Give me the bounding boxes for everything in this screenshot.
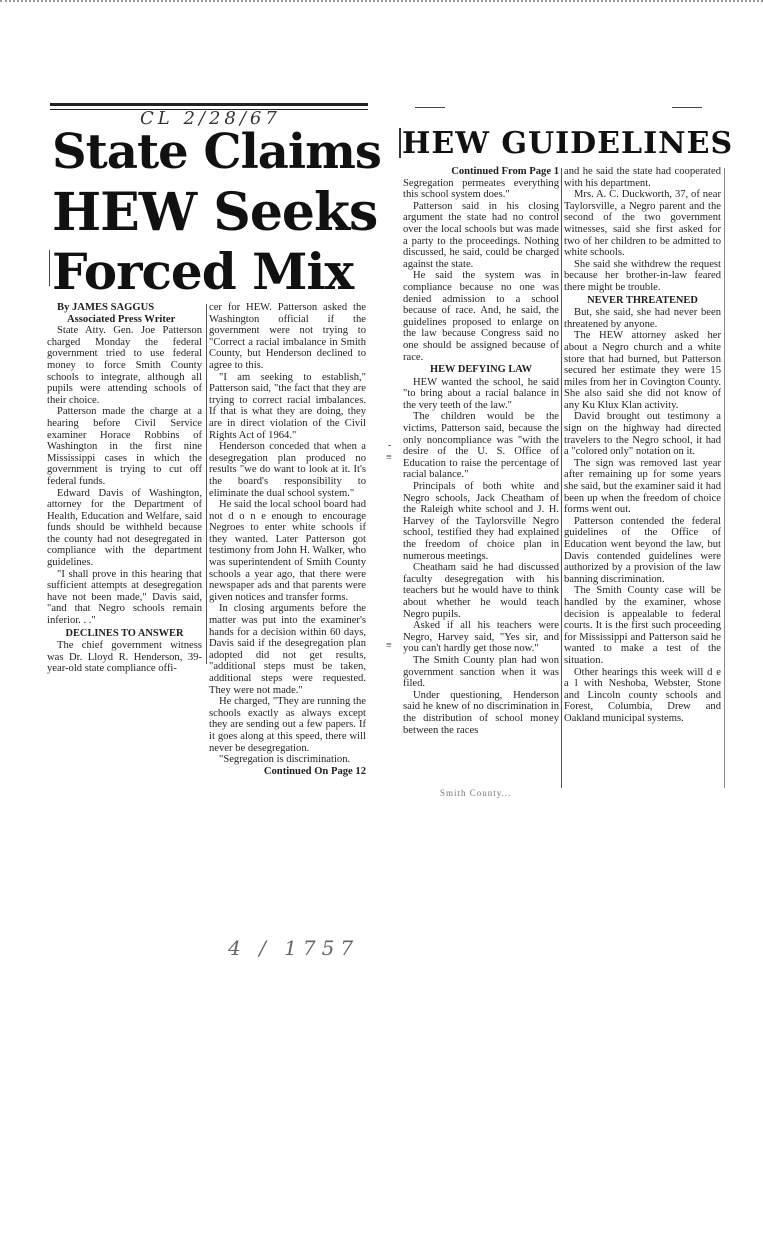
masthead-rule-top <box>50 103 368 106</box>
paragraph: The HEW attorney asked her about a Negro church and a white store that had burned, but Patterson secured her estimate they were 15 miles from her in Covington County. She also said she did not know of any Ku Klux Klan activity. <box>564 330 721 411</box>
paragraph: and he said the state had cooperated with his department. <box>564 166 721 189</box>
paragraph: Under questioning, Henderson said he knew of no discrimination in the distribution of school money between the races <box>403 689 559 736</box>
article-column-1 <box>47 302 202 675</box>
column-divider <box>206 304 207 664</box>
paragraph: Asked if all his teachers were Negro, Harvey said, "Yes sir, and you can't hardly get those now." <box>403 620 559 655</box>
paragraph: Patterson said in his closing argument the state had no control over the local schools but was made a party to the proceedings. Nothing discussed, he said, could be charged against the state. <box>403 200 559 270</box>
article-column-4 <box>564 166 721 725</box>
paragraph: He said the local school board had not d o n e enough to encourage Negroes to enter white schools if they wanted. Later Patterson got testimony from John H. Walker, who was superintendent of Smith County schools a year ago, that there were newspaper ads and that parents were given notices and transfer forms. <box>209 499 366 603</box>
paragraph: Segregation permeates everything this school system does." <box>403 177 559 201</box>
hew-guidelines-headline: HEW GUIDELINES <box>402 126 734 161</box>
paragraph: The Smith County plan had won government sanction when it was filed. <box>403 654 559 690</box>
paragraph: "I shall prove in this hearing that sufficient attempts at desegregation have not been made," Davis said, "and that Negro schools remain inferior. . ." <box>47 568 202 627</box>
paragraph: Other hearings this week will d e a l with Neshoba, Webster, Stone and Lincoln county schools and Forest, Columbia, Drew and Oakland municipal systems. <box>564 666 721 724</box>
paragraph: He said the system was in compliance because no one was denied admission to a school because of race. And, he said, the guidelines proposed to enlarge on the law because Congress said no one should be assigned because of race. <box>403 270 559 363</box>
paragraph: Edward Davis of Washington, attorney for the Department of Health, Education and Welfare, said funds should be withheld because the county had not desegregated in compliance with the department guidelines. <box>47 487 202 569</box>
paragraph: Patterson made the charge at a hearing before Civil Service examiner Horace Robbins of Washington in the first nine Mississippi cases in which the government is trying to cut off federal funds. <box>47 406 202 487</box>
subhead: NEVER THREATENED <box>587 294 698 306</box>
dash-mark <box>672 107 702 108</box>
top-edge-dots <box>0 0 763 2</box>
headline-side-rule <box>49 250 50 286</box>
byline-title: Associated Press Writer <box>67 313 176 325</box>
bottom-cut-text: Smith County... <box>440 788 512 798</box>
handwritten-bottom-note: 4 / 1757 <box>228 936 360 960</box>
paragraph: HEW wanted the school, he said "to bring about a racial balance in the very teeth of the law." <box>403 376 559 411</box>
column-divider <box>561 168 562 788</box>
subhead: HEW DEFYING LAW <box>430 364 532 376</box>
paragraph: The Smith County case will be handled by the examiner, whose decision is appealable to federal courts. It is the first such proceeding for Mississippi and Patterson said he wanted to make a test of the situation. <box>564 585 721 666</box>
byline: By JAMES SAGGUS <box>57 302 155 313</box>
paragraph: The chief government witness was Dr. Lloyd R. Henderson, 39-year-old state compliance offi- <box>47 640 202 675</box>
paragraph: State Atty. Gen. Joe Patterson charged Monday the federal government tried to use federal money to force Smith County schools to integrate, although all pupils were attending schools of their choice. <box>47 325 202 406</box>
right-edge-rule <box>724 168 725 788</box>
paragraph: cer for HEW. Patterson asked the Washington official if the government were not trying to "Correct a racial imbalance in Smith County, but Henderson declined to agree to this. <box>209 302 366 371</box>
paragraph: Henderson conceded that when a desegregation plan produced no results "we do want to look at it. It's the board's responsibility to eliminate the dual school system." <box>209 441 366 499</box>
headline-line-2: HEW Seeks <box>52 182 378 243</box>
paragraph: "Segregation is discrimination. <box>219 754 351 766</box>
paragraph: The children would be the victims, Patterson said, because the only noncompliance was "with the desire of the U. S. Office of Education to raise the percentage of racial balance." <box>403 411 559 481</box>
paragraph: The sign was removed last year after remaining up for some years she said, but the examiner said it had been up when the freedom of choice forms went out. <box>564 457 721 516</box>
article-column-3 <box>403 166 559 736</box>
continued-from: Continued From Page 1 <box>451 166 559 177</box>
paragraph: But, she said, she had never been threatened by anyone. <box>564 307 721 330</box>
paragraph: Mrs. A. C. Duckworth, 37, of near Taylorsville, a Negro parent and the second of the two government witnesses, said she first asked for two of her children to be admitted to white schools. <box>564 189 721 259</box>
paragraph: Cheatham said he had discussed faculty desegregation with his teachers but he would have to think about whether he would teach Negro pupils. <box>403 562 559 620</box>
headline-line-3: Forced Mix <box>52 242 354 301</box>
handwritten-date: CL 2/28/67 <box>140 108 281 129</box>
headline-bar <box>399 128 401 158</box>
subhead: DECLINES TO ANSWER <box>65 627 184 639</box>
paragraph: Patterson contended the federal guidelines of the Office of Education went beyond the law, but Davis contended guidelines were authorized by a provision of the law banning discrimination. <box>564 515 721 585</box>
margin-mark: ≡ <box>386 640 392 651</box>
paragraph: In closing arguments before the matter was put into the examiner's hands for a decision within 60 days, Davis said if the desegregation plan adopted did not get results, "additional steps must be taken, additional steps were requested. They were not made." <box>209 603 366 696</box>
paragraph: "I am seeking to establish," Patterson said, "the fact that they are trying to correct racial imbalances. If that is what they are doing, they are in direct violation of the Civil Rights Act of 1964." <box>209 371 366 441</box>
dash-mark <box>415 107 445 108</box>
margin-mark: ≡ <box>386 452 392 463</box>
paragraph: David brought out testimony a sign on the highway had directed travelers to the Negro school, it had a "colored only" notation on it. <box>564 411 721 458</box>
paragraph: She said she withdrew the request because her brother-in-law feared there might be trouble. <box>564 258 721 293</box>
article-column-2 <box>209 302 366 777</box>
margin-mark: - <box>388 440 392 451</box>
paragraph: Principals of both white and Negro schools, Jack Cheatham of the Raleigh white school and J. H. Harvey of the Taylorsville Negro school, testified they had explained the freedom of choice plan in numerous meetings. <box>403 481 559 562</box>
headline-line-1: State Claims <box>52 124 381 180</box>
paragraph: He charged, "They are running the schools exactly as always except they are sending out a few papers. If it goes along at this speed, there will never be desegregation. <box>209 696 366 754</box>
continued-on: Continued On Page 12 <box>263 765 366 777</box>
